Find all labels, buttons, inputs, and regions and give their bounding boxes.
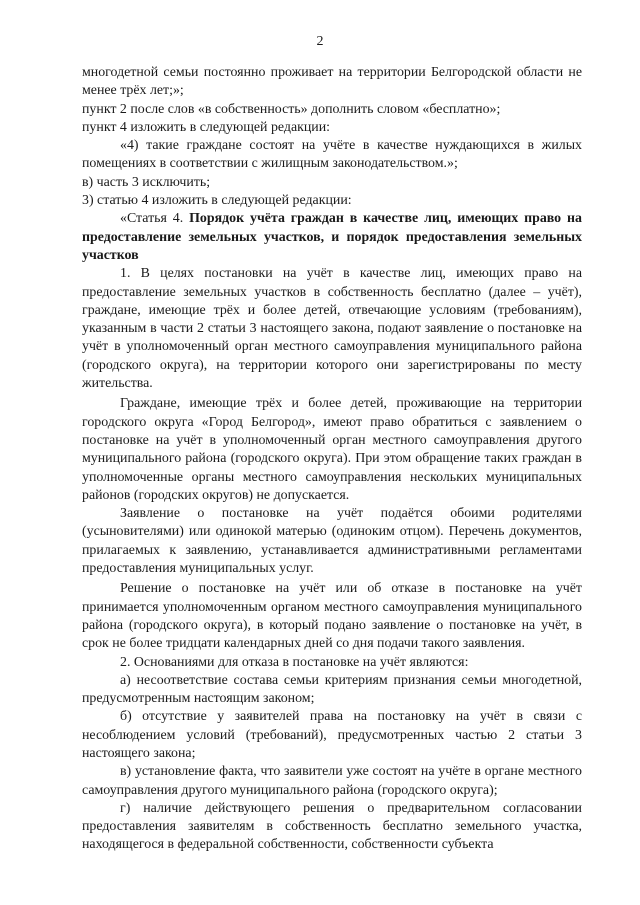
paragraph-16: г) наличие действующего решения о предварительном согласовании предоставления заявителям в собственность бесплатно земельного участка, находящегося в федеральной собственности, собственности субъекта [82,800,582,853]
paragraph-12: 2. Основаниями для отказа в постановке на учёт являются: [120,654,469,670]
article-heading-title: Порядок учёта граждан в качестве лиц, имеющих право на предоставление земельных участков, и порядок предоставления земельных участков [82,211,582,263]
page-number: 2 [316,34,324,49]
paragraph-8: 1. В целях постановки на учёт в качестве лиц, имеющих право на предоставление земельных участков в собственность бесплатно (далее – учёт), граждане, имеющие трёх и более детей, отвечающие условиям (требованиям), указанным в части 2 статьи 3 настоящего закона, подают заявление о постановке на учёт в уполномоченный орган местного самоуправления муниципального района (городского округа), на территории которого они зарегистрированы по месту жительства. [82,266,582,392]
paragraph-6: 3) статью 4 изложить в следующей редакции: [82,193,352,209]
paragraph-9: Граждане, имеющие трёх и более детей, проживающие на территории городского округа «Город Белгород», имеют право обратиться с заявлением о постановке на учёт в уполномоченный орган местного самоуправления другого муниципального района (городского округа). При этом обращение таких граждан в уполномоченные органы местного самоуправления нескольких муниципальных районов (городских округов) не допускается. [82,396,582,503]
paragraph-13: а) несоответствие состава семьи критериям признания семьи многодетной, предусмотренным настоящим законом; [82,672,582,707]
paragraph-10: Заявление о постановке на учёт подаётся обоими родителями (усыновителями) или одинокой матерью (одиноким отцом). Перечень документов, прилагаемых к заявлению, устанавливается административными регламентами предоставления муниципальных услуг. [82,506,582,577]
paragraph-5: в) часть 3 исключить; [82,174,211,190]
paragraph-15: в) установление факта, что заявители уже состоят на учёте в органе местного самоуправления другого муниципального района (городского округа); [82,764,582,798]
paragraph-11: Решение о постановке на учёт или об отказе в постановке на учёт принимается уполномоченным органом местного самоуправления муниципального района (городского округа), в который подано заявление о постановке на учёт, в срок не более тридцати календарных дней со дня подачи такого заявления. [82,581,582,652]
article-heading-lead: «Статья 4. [120,211,190,227]
document-body [82,64,582,855]
paragraph-3: пункт 4 изложить в следующей редакции: [82,119,331,135]
paragraph-4: «4) такие граждане состоят на учёте в качестве нуждающихся в жилых помещениях в соответствии с жилищным законодательством.»; [82,138,582,172]
article-heading [82,210,582,265]
paragraph-1: многодетной семьи постоянно проживает на территории Белгородской области не менее трёх лет;»; [82,65,582,99]
paragraph-2: пункт 2 после слов «в собственность» дополнить словом «бесплатно»; [82,101,501,117]
paragraph-14: б) отсутствие у заявителей права на постановку на учёт в связи с несоблюдением условий (требований), предусмотренных частью 2 статьи 3 настоящего закона; [82,709,582,761]
